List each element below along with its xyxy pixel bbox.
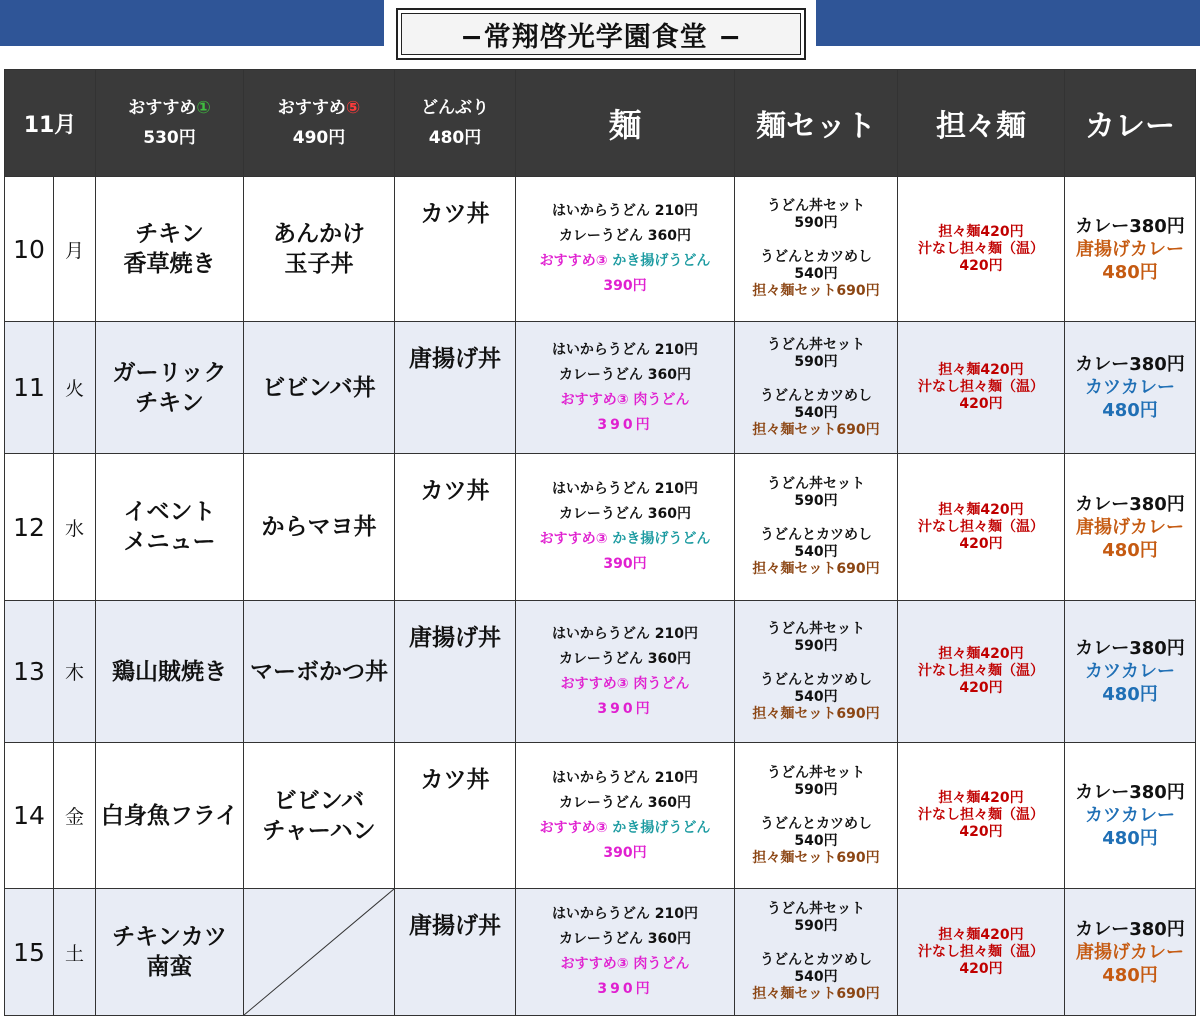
set-udon-katsumeshi: うどんとカツめし: [760, 249, 872, 265]
day-cell: [5, 322, 54, 454]
men-set-cell: [735, 601, 898, 743]
dish-line: ビビンバ: [273, 787, 365, 814]
udon-pick: [516, 527, 734, 552]
udon-pick-tag: おすすめ③: [560, 675, 629, 692]
udon-pick: [516, 816, 734, 841]
osusume5-dish: [244, 373, 394, 403]
osusume5-dish: [244, 786, 394, 846]
curry-special-price: 480円: [1102, 400, 1158, 421]
weekday: 木: [64, 662, 84, 684]
osusume1-cell: [96, 322, 244, 454]
set-udon-don: うどん丼セット: [767, 336, 865, 353]
weekday-cell: [54, 889, 96, 1016]
men-cell: [516, 322, 735, 454]
set-udon-don-price: 590円: [794, 781, 838, 798]
day-number: 15: [13, 937, 45, 967]
set-udon-katsumeshi: うどんとカツめし: [760, 387, 872, 404]
udon-haikara: はいからうどん 210円: [551, 625, 699, 642]
men-cell: [516, 601, 735, 743]
osusume1-dish: [96, 922, 243, 982]
curry-special-price: 480円: [1102, 261, 1158, 283]
shirunashi-price: 420円: [959, 960, 1003, 977]
dish-line: チキンカツ: [112, 924, 227, 950]
weekday: 金: [64, 806, 84, 828]
set-tantanmen: 担々麺セット690円: [752, 421, 880, 438]
curry-cell: [1065, 601, 1196, 743]
dish-line: メニュー: [123, 529, 216, 555]
osusume5-price: 490円: [292, 128, 346, 148]
curry-special-price: 480円: [1102, 539, 1158, 561]
curry-cell: [1065, 743, 1196, 889]
udon-pick-price: 390円: [603, 278, 647, 294]
dish-line: 南蛮: [146, 954, 193, 980]
set-udon-don: うどん丼セット: [767, 901, 865, 917]
set-udon-don-price: 590円: [794, 493, 838, 509]
udon-curry: カレーうどん 360円: [558, 366, 692, 383]
set-udon-katsumeshi-price: 540円: [794, 404, 838, 421]
osusume1-number: ①: [196, 98, 211, 118]
menu-row-11: [5, 322, 1196, 454]
udon-haikara: はいからうどん 210円: [551, 341, 699, 358]
udon-pick-price: 390円: [597, 416, 653, 433]
dish-line: チキン: [135, 389, 204, 416]
osusume1-dish: [96, 358, 243, 418]
curry-special-price: 480円: [1102, 964, 1158, 986]
day-cell: [5, 454, 54, 601]
udon-pick-tag: おすすめ③: [560, 956, 629, 972]
weekday-cell: [54, 743, 96, 889]
donburi-dish: カツ丼: [420, 201, 490, 227]
dish-line: 香草焼き: [123, 251, 216, 277]
header-men: [516, 70, 735, 177]
header-curry: [1065, 70, 1196, 177]
curry-label: カレー: [1085, 109, 1175, 144]
men-set-cell: [735, 454, 898, 601]
donburi-cell: [395, 454, 516, 601]
udon-pick-tag: おすすめ③: [539, 531, 608, 547]
shirunashi-tantanmen: 汁なし担々麺（温）: [918, 379, 1044, 395]
men-cell: [516, 177, 735, 322]
menu-row-10: [5, 177, 1196, 322]
udon-curry: カレーうどん 360円: [558, 506, 692, 522]
udon-pick-dish: 肉うどん: [628, 956, 690, 972]
weekday-cell: [54, 177, 96, 322]
osusume1-cell: [96, 743, 244, 889]
header-osusume5: [244, 70, 395, 177]
shirunashi-tantanmen: 汁なし担々麺（温）: [918, 240, 1044, 257]
weekday-cell: [54, 322, 96, 454]
set-udon-katsumeshi-price: 540円: [794, 688, 838, 705]
header-tantanmen: [898, 70, 1065, 177]
page-title: −常翔啓光学園食堂 −: [401, 13, 801, 55]
osusume1-label: おすすめ: [128, 98, 197, 118]
set-tantanmen: 担々麺セット690円: [752, 705, 880, 722]
set-udon-katsumeshi-price: 540円: [794, 832, 838, 849]
udon-pick-price: 390円: [597, 700, 653, 717]
day-number: 11: [13, 373, 45, 402]
osusume5-label: おすすめ: [277, 98, 346, 118]
udon-haikara: はいからうどん 210円: [551, 203, 699, 219]
udon-pick-price: 390円: [603, 844, 647, 861]
set-udon-katsumeshi-price: 540円: [794, 969, 838, 985]
dish-line: あんかけ: [273, 221, 365, 247]
udon-pick-dish: かき揚げうどん: [607, 253, 711, 269]
curry-price: カレー380円: [1075, 354, 1185, 375]
day-cell: [5, 601, 54, 743]
shirunashi-price: 420円: [959, 396, 1003, 412]
header-osusume1: [96, 70, 244, 177]
men-set-cell: [735, 889, 898, 1016]
osusume5-cell: [244, 177, 395, 322]
dish-line: 鶏山賊焼き: [112, 658, 227, 685]
udon-pick-price: 390円: [603, 556, 647, 572]
title-frame-outer: [396, 8, 806, 60]
weekday: 火: [64, 378, 84, 400]
men-cell: [516, 889, 735, 1016]
osusume1-cell: [96, 177, 244, 322]
udon-pick: [516, 249, 734, 274]
dish-line: マーボかつ丼: [250, 658, 388, 685]
osusume5-dish: [244, 512, 394, 542]
tantanmen-cell: [898, 889, 1065, 1016]
curry-cell: [1065, 889, 1196, 1016]
donburi-cell: [395, 177, 516, 322]
dish-line: チキン: [135, 221, 204, 247]
shirunashi-tantanmen: 汁なし担々麺（温）: [918, 943, 1044, 960]
udon-curry: カレーうどん 360円: [558, 650, 692, 667]
udon-curry: カレーうどん 360円: [558, 931, 692, 947]
month-label: 11月: [23, 112, 77, 138]
empty-slash: [244, 889, 394, 1015]
day-number: 13: [13, 657, 45, 686]
udon-pick-tag: おすすめ③: [539, 253, 608, 269]
shirunashi-tantanmen: 汁なし担々麺（温）: [918, 518, 1044, 535]
donburi-dish: カツ丼: [420, 767, 490, 793]
weekday: 月: [64, 239, 84, 262]
weekday-cell: [54, 454, 96, 601]
shirunashi-price: 420円: [959, 824, 1003, 840]
donburi-label: どんぶり: [421, 98, 489, 118]
curry-special: 唐揚げカレー: [1076, 516, 1184, 538]
osusume1-cell: [96, 601, 244, 743]
curry-cell: [1065, 322, 1196, 454]
donburi-dish: カツ丼: [420, 478, 490, 504]
udon-pick-tag: おすすめ③: [539, 819, 608, 836]
udon-pick-dish: かき揚げうどん: [607, 531, 711, 547]
curry-special-price: 480円: [1102, 684, 1158, 705]
day-number: 12: [13, 512, 45, 542]
curry-price: カレー380円: [1075, 638, 1185, 659]
udon-pick-price: 390円: [597, 981, 653, 997]
osusume5-dish: [244, 657, 394, 687]
donburi-cell: [395, 601, 516, 743]
donburi-cell: [395, 889, 516, 1016]
header-row: [5, 70, 1196, 177]
udon-pick: [516, 388, 734, 413]
tantanmen-price: 担々麺420円: [938, 501, 1024, 518]
osusume5-cell: [244, 454, 395, 601]
header-donburi: [395, 70, 516, 177]
set-udon-katsumeshi-price: 540円: [794, 266, 838, 282]
osusume1-cell: [96, 454, 244, 601]
shirunashi-price: 420円: [959, 257, 1003, 274]
curry-special-price: 480円: [1102, 828, 1158, 849]
curry-price: カレー380円: [1075, 782, 1185, 803]
tantanmen-label: 担々麺: [936, 109, 1026, 144]
tantanmen-cell: [898, 322, 1065, 454]
day-number: 14: [13, 801, 45, 830]
donburi-dish: 唐揚げ丼: [409, 913, 501, 939]
osusume5-cell-empty: [244, 889, 395, 1016]
udon-pick: [516, 672, 734, 697]
donburi-cell: [395, 322, 516, 454]
udon-pick-dish: かき揚げうどん: [607, 819, 711, 836]
tantanmen-cell: [898, 743, 1065, 889]
osusume1-dish: [96, 497, 243, 557]
tantanmen-price: 担々麺420円: [938, 790, 1024, 806]
set-tantanmen: 担々麺セット690円: [752, 561, 880, 577]
header-men-set: [735, 70, 898, 177]
udon-pick-dish: 肉うどん: [628, 391, 690, 408]
osusume5-number: ⑤: [345, 98, 361, 118]
men-set-label: 麺セット: [756, 109, 876, 144]
osusume5-cell: [244, 743, 395, 889]
menu-row-12: [5, 454, 1196, 601]
udon-curry: カレーうどん 360円: [558, 228, 692, 244]
curry-special: 唐揚げカレー: [1076, 238, 1184, 260]
shirunashi-tantanmen: 汁なし担々麺（温）: [918, 807, 1044, 823]
set-udon-katsumeshi: うどんとカツめし: [760, 671, 872, 688]
men-label: 麺: [608, 105, 642, 145]
shirunashi-tantanmen: 汁なし担々麺（温）: [918, 663, 1044, 679]
tantanmen-price: 担々麺420円: [938, 362, 1024, 378]
tantanmen-price: 担々麺420円: [938, 926, 1024, 943]
tantanmen-cell: [898, 177, 1065, 322]
curry-price: カレー380円: [1075, 215, 1185, 237]
day-cell: [5, 177, 54, 322]
set-udon-katsumeshi-price: 540円: [794, 544, 838, 560]
curry-special: カツカレー: [1085, 377, 1175, 398]
donburi-dish: 唐揚げ丼: [409, 346, 501, 372]
udon-pick: [516, 952, 734, 977]
header-month: [5, 70, 96, 177]
tantanmen-cell: [898, 601, 1065, 743]
osusume1-dish: [96, 801, 243, 831]
set-udon-don: うどん丼セット: [767, 764, 865, 781]
weekday: 土: [64, 942, 84, 965]
tantanmen-price: 担々麺420円: [938, 223, 1024, 240]
set-udon-don-price: 590円: [794, 637, 838, 654]
udon-pick-dish: 肉うどん: [628, 675, 690, 692]
dish-line: ビビンバ丼: [262, 374, 376, 401]
day-cell: [5, 889, 54, 1016]
dish-line: イベント: [123, 499, 216, 525]
set-udon-katsumeshi: うどんとカツめし: [760, 527, 872, 543]
osusume5-dish: [244, 219, 394, 279]
dish-line: チャーハン: [262, 817, 376, 844]
udon-haikara: はいからうどん 210円: [551, 481, 699, 497]
curry-special: カツカレー: [1085, 661, 1175, 682]
set-tantanmen: 担々麺セット690円: [752, 986, 880, 1002]
donburi-cell: [395, 743, 516, 889]
menu-row-15: [5, 889, 1196, 1016]
curry-cell: [1065, 454, 1196, 601]
set-tantanmen: 担々麺セット690円: [752, 283, 880, 299]
osusume1-dish: [96, 657, 243, 687]
dish-line: ガーリック: [112, 359, 227, 386]
set-udon-don-price: 590円: [794, 918, 838, 934]
set-udon-katsumeshi: うどんとカツめし: [760, 952, 872, 968]
udon-pick-tag: おすすめ③: [560, 391, 629, 408]
tantanmen-price: 担々麺420円: [938, 646, 1024, 662]
set-udon-don-price: 590円: [794, 215, 838, 231]
dish-line: 玉子丼: [284, 251, 354, 277]
dish-line: 白身魚フライ: [100, 802, 239, 829]
menu-table: [4, 69, 1196, 1016]
curry-special: カツカレー: [1085, 805, 1175, 826]
weekday: 水: [64, 517, 84, 540]
menu-row-14: [5, 743, 1196, 889]
udon-haikara: はいからうどん 210円: [551, 769, 699, 786]
set-udon-don: うどん丼セット: [767, 620, 865, 637]
udon-curry: カレーうどん 360円: [558, 794, 692, 811]
udon-haikara: はいからうどん 210円: [551, 906, 699, 922]
men-set-cell: [735, 322, 898, 454]
dish-line: からマヨ丼: [261, 514, 377, 540]
osusume5-cell: [244, 601, 395, 743]
curry-special: 唐揚げカレー: [1076, 941, 1184, 963]
weekday-cell: [54, 601, 96, 743]
shirunashi-price: 420円: [959, 680, 1003, 696]
osusume1-cell: [96, 889, 244, 1016]
shirunashi-price: 420円: [959, 535, 1003, 552]
set-udon-don-price: 590円: [794, 353, 838, 370]
osusume1-dish: [96, 219, 243, 279]
set-udon-katsumeshi: うどんとカツめし: [760, 815, 872, 832]
set-tantanmen: 担々麺セット690円: [752, 849, 880, 866]
donburi-price: 480円: [428, 128, 482, 148]
donburi-dish: 唐揚げ丼: [409, 625, 501, 651]
men-set-cell: [735, 743, 898, 889]
men-cell: [516, 454, 735, 601]
set-udon-don: うどん丼セット: [767, 476, 865, 492]
osusume1-price: 530円: [143, 128, 196, 148]
curry-cell: [1065, 177, 1196, 322]
day-cell: [5, 743, 54, 889]
tantanmen-cell: [898, 454, 1065, 601]
curry-price: カレー380円: [1075, 918, 1185, 940]
men-set-cell: [735, 177, 898, 322]
day-number: 10: [13, 234, 45, 264]
title-plate: [384, 0, 816, 66]
osusume5-cell: [244, 322, 395, 454]
menu-row-13: [5, 601, 1196, 743]
set-udon-don: うどん丼セット: [767, 198, 865, 214]
curry-price: カレー380円: [1075, 493, 1185, 515]
men-cell: [516, 743, 735, 889]
